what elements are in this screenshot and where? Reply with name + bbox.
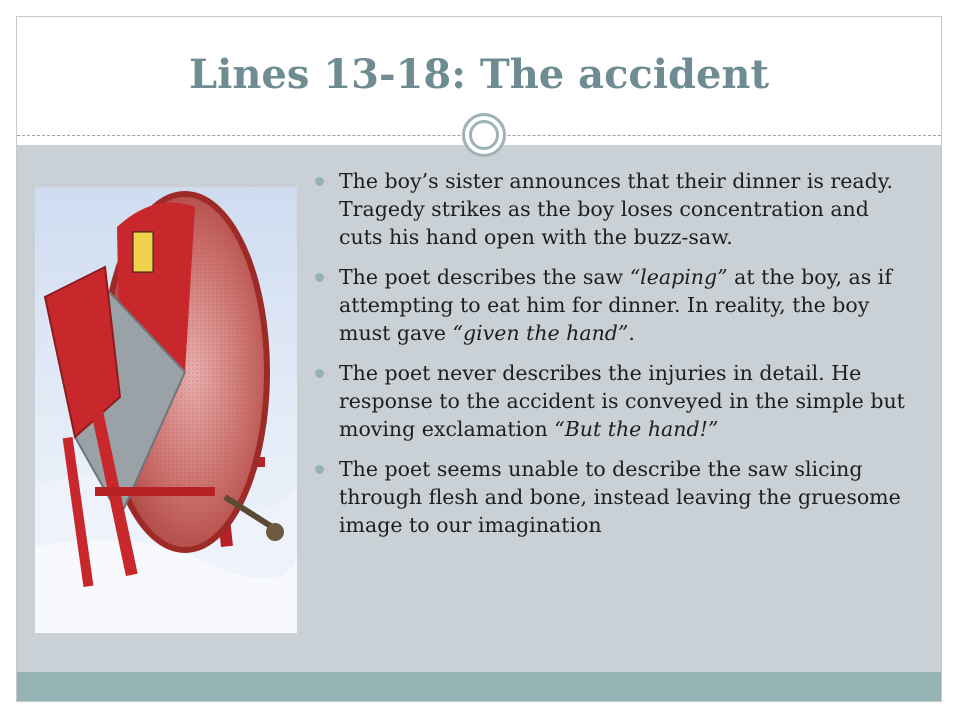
- bullet-item: [313, 455, 913, 539]
- bullet-quote: “But the hand!”: [554, 417, 719, 441]
- bullet-quote: “given the hand”: [452, 321, 629, 345]
- bullet-item: [313, 263, 913, 347]
- bullet-text: .: [628, 321, 635, 345]
- footer-band: [17, 672, 941, 701]
- ring-ornament-icon: [462, 113, 506, 157]
- slide-title: Lines 13-18: The accident: [189, 51, 769, 98]
- bullet-dot-icon: [315, 369, 324, 378]
- bullet-dot-icon: [315, 177, 324, 186]
- bullet-text: The poet never describes the injuries in detail. He response to the accident is conveyed in the simple but moving exclamation: [339, 361, 905, 441]
- bullet-dot-icon: [315, 273, 324, 282]
- bullet-item: [313, 359, 913, 443]
- buzz-saw-photo: [35, 187, 297, 633]
- bullet-text: at the boy, as if attempting to eat him for dinner. In reality, the boy must gave: [339, 265, 892, 345]
- bullet-text: The boy’s sister announces that their dinner is ready. Tragedy strikes as the boy loses concentration and cuts his hand open with the buzz-saw.: [339, 169, 894, 249]
- bullet-quote: “leaping”: [629, 265, 728, 289]
- slide: [16, 16, 942, 702]
- bullet-item: [313, 167, 913, 251]
- bullet-text: The poet seems unable to describe the saw slicing through flesh and bone, instead leaving the gruesome image to our imagination: [339, 457, 901, 537]
- bullet-dot-icon: [315, 465, 324, 474]
- bullet-list: [313, 167, 913, 551]
- bullet-text: The poet describes the saw: [339, 265, 630, 289]
- buzz-saw-illustration-icon: [35, 187, 297, 633]
